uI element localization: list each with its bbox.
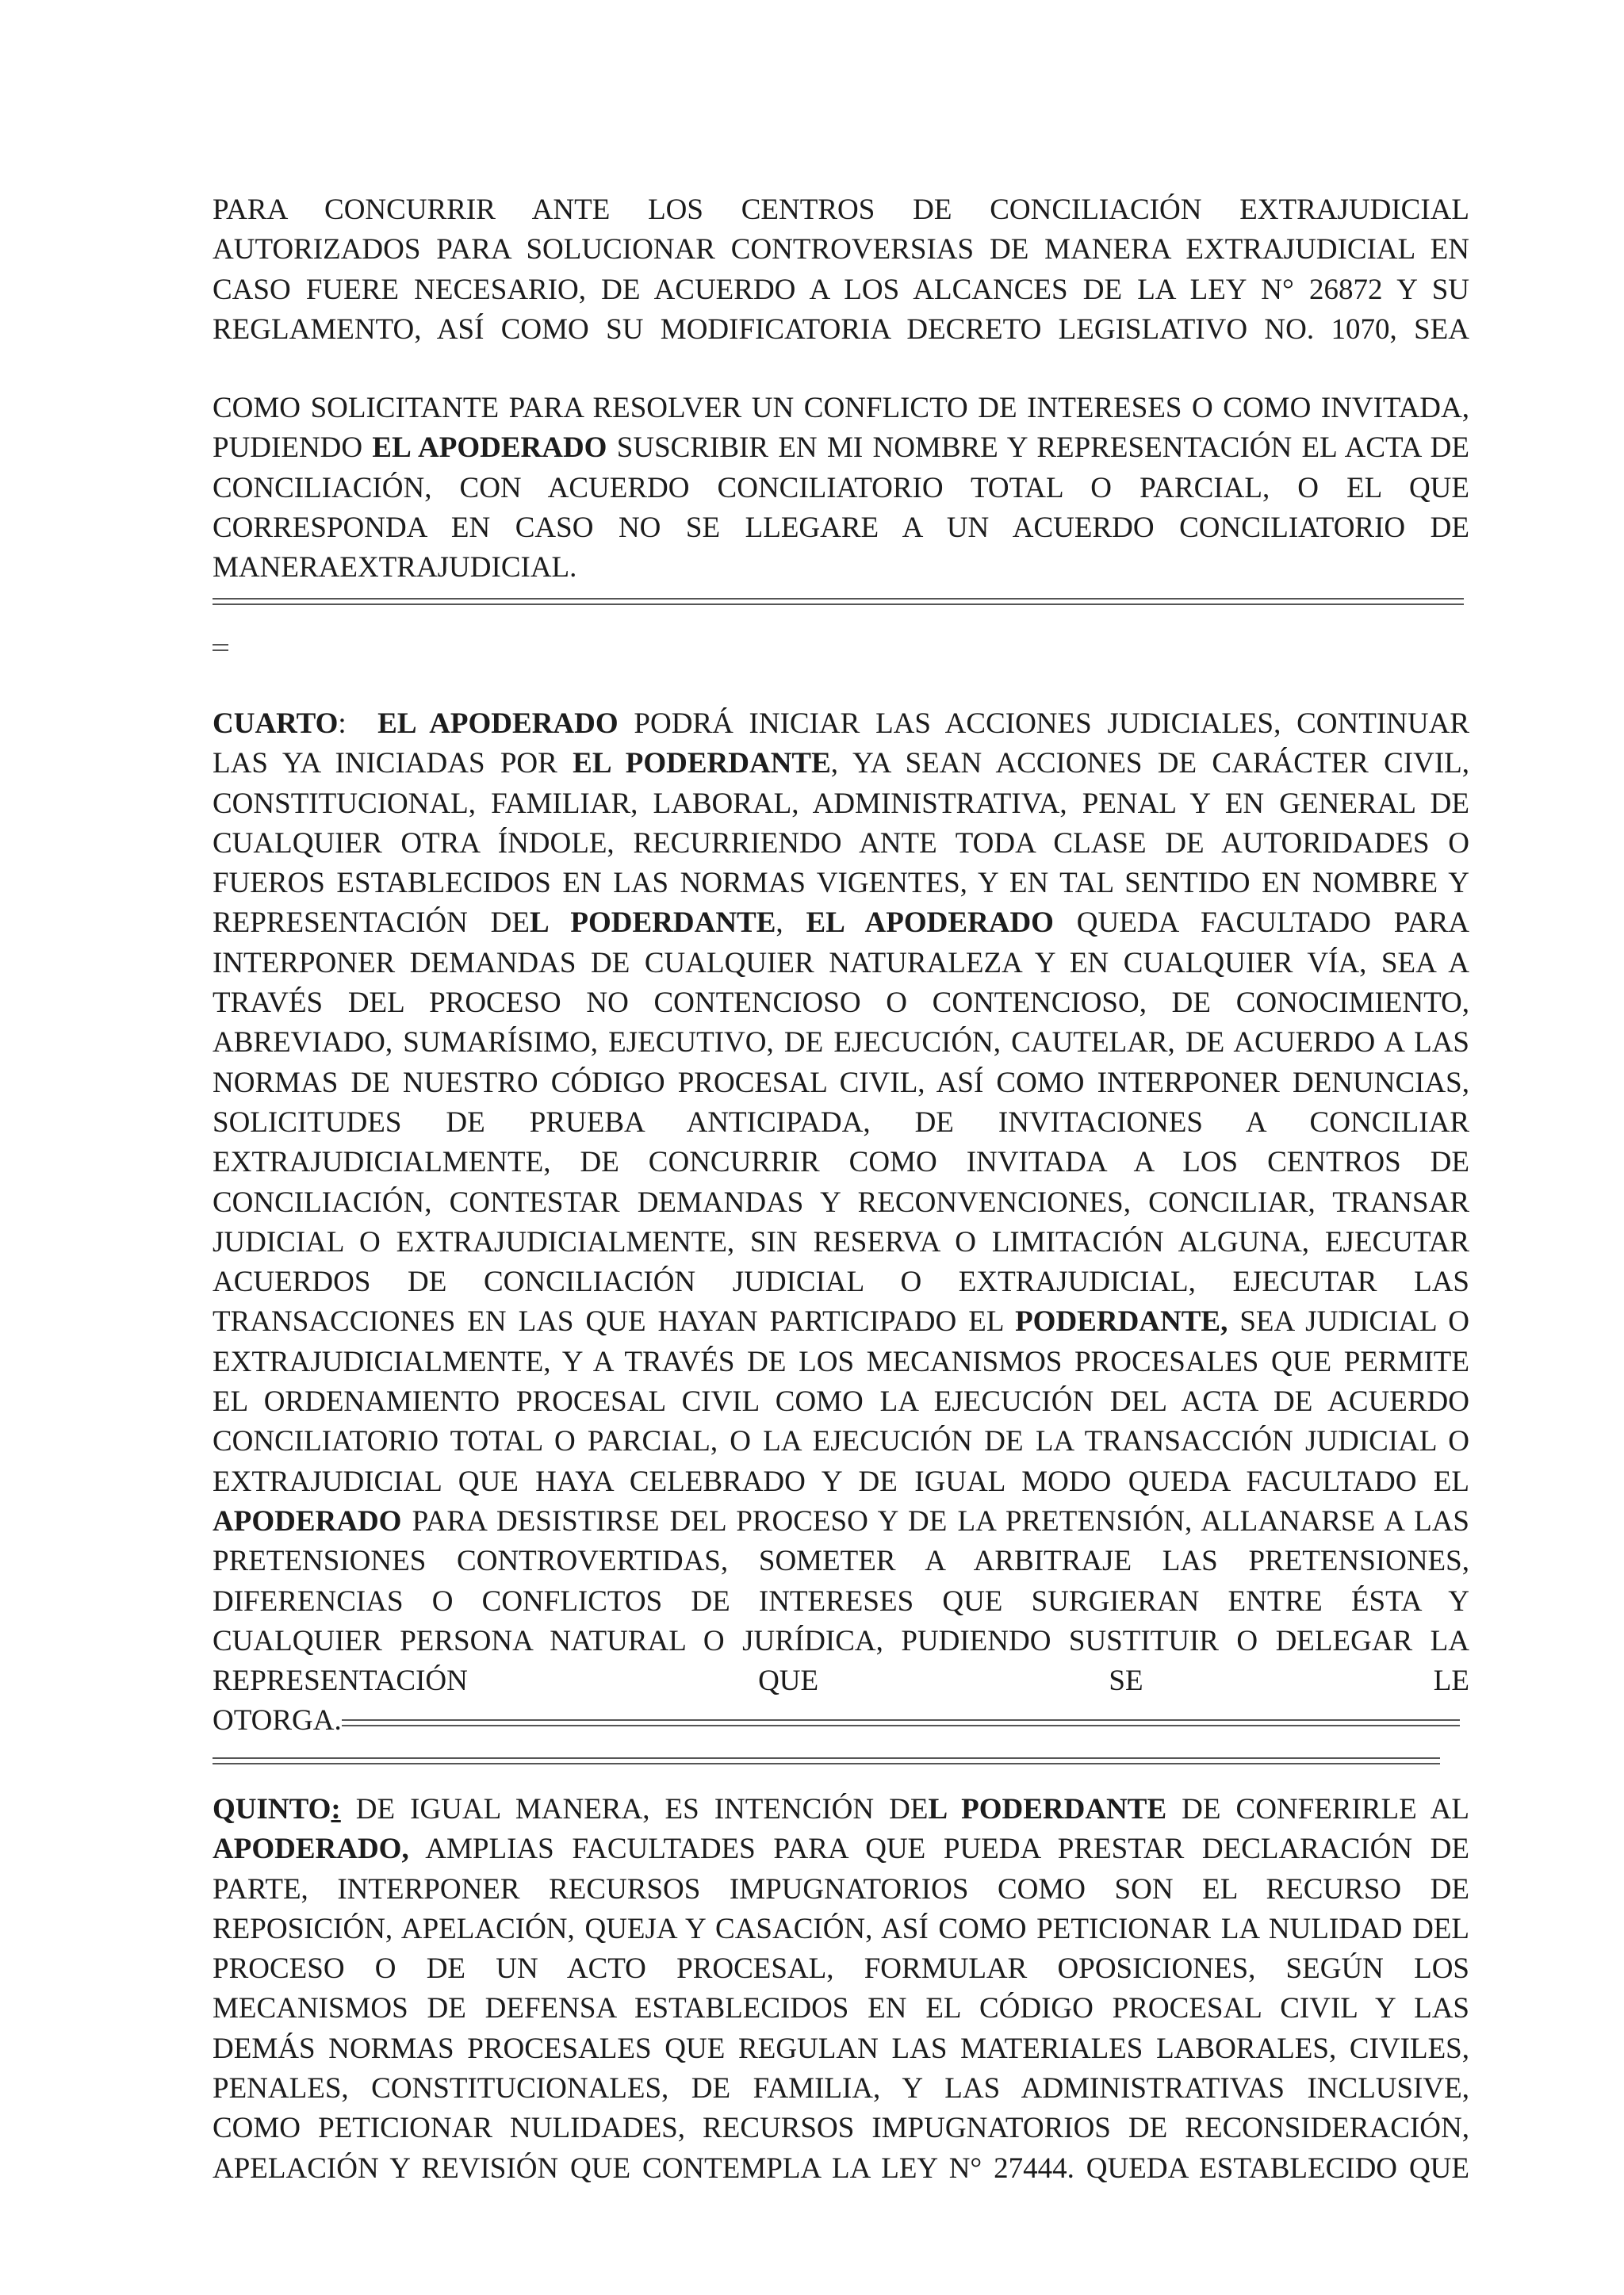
text-run: DE CONFERIRLE AL	[1166, 1793, 1470, 1826]
bold-term: EL PODERDANTE	[573, 747, 831, 780]
text-line	[213, 903, 1469, 943]
text-run: QUEDA FACULTADO PARA	[1053, 906, 1470, 940]
clause-cuarto	[213, 704, 1469, 1741]
text-line: SOLICITUDES DE PRUEBA ANTICIPADA, DE INVITACIONES A CONCILIAR	[213, 1105, 1469, 1139]
separator-rule	[213, 1757, 1440, 1764]
text-line	[213, 1302, 1469, 1342]
text-line: CONCILIACIÓN, CON ACUERDO CONCILIATORIO TOTAL O PARCIAL, O EL QUE	[213, 471, 1469, 504]
text-line: EXTRAJUDICIALMENTE, DE CONCURRIR COMO INVITADA A LOS CENTROS DE	[213, 1146, 1469, 1179]
text-line: PARTE, INTERPONER RECURSOS IMPUGNATORIOS COMO SON EL RECURSO DE	[213, 1872, 1469, 1906]
text-run: PODRÁ INICIAR LAS ACCIONES JUDICIALES, CONTINUAR	[618, 707, 1469, 740]
text-line: MANERAEXTRAJUDICIAL.	[213, 551, 577, 584]
text-line: DIFERENCIAS O CONFLICTOS DE INTERESES QUE SURGIERAN ENTRE ÉSTA Y	[213, 1584, 1469, 1618]
text-line: CUALQUIER PERSONA NATURAL O JURÍDICA, PUDIENDO SUSTITUIR O DELEGAR LA	[213, 1624, 1469, 1657]
text-line: APELACIÓN Y REVISIÓN QUE CONTEMPLA LA LEY N° 27444. QUEDA ESTABLECIDO QUE	[213, 2151, 1469, 2185]
text-line: AUTORIZADOS PARA SOLUCIONAR CONTROVERSIAS DE MANERA EXTRAJUDICIAL EN	[213, 233, 1469, 266]
text-line: INTERPONER DEMANDAS DE CUALQUIER NATURALEZA Y EN CUALQUIER VÍA, SEA A	[213, 946, 1469, 979]
text-line	[213, 1829, 1469, 1869]
text-line: PRETENSIONES CONTROVERTIDAS, SOMETER A ARBITRAJE LAS PRETENSIONES,	[213, 1545, 1469, 1578]
text-run: LAS YA INICIADAS POR	[213, 747, 573, 780]
paragraph-solicitante	[213, 389, 1469, 588]
text-line: EXTRAJUDICIAL QUE HAYA CELEBRADO Y DE IGUAL MODO QUEDA FACULTADO EL	[213, 1465, 1469, 1498]
text-line: JUDICIAL O EXTRAJUDICIALMENTE, SIN RESERVA O LIMITACIÓN ALGUNA, EJECUTAR	[213, 1225, 1469, 1259]
text-run: SUSCRIBIR EN MI NOMBRE Y REPRESENTACIÓN EL ACTA DE	[607, 431, 1469, 465]
separator-rule	[213, 598, 1464, 605]
clause-heading: QUINTO	[213, 1793, 331, 1826]
text-line: MECANISMOS DE DEFENSA ESTABLECIDOS EN EL CÓDIGO PROCESAL CIVIL Y LAS	[213, 1992, 1469, 2025]
text-line: PARA CONCURRIR ANTE LOS CENTROS DE CONCILIACIÓN EXTRAJUDICIAL	[213, 193, 1469, 226]
text-line: REPRESENTACIÓN QUE SE LE	[213, 1665, 1469, 1698]
clause-heading: CUARTO	[213, 707, 339, 740]
bold-term: PODERDANTE,	[1015, 1305, 1228, 1339]
text-line: CONSTITUCIONAL, FAMILIAR, LABORAL, ADMINISTRATIVA, PENAL Y EN GENERAL DE	[213, 787, 1469, 820]
text-line	[213, 1790, 1469, 1829]
bold-term: EL APODERADO	[806, 906, 1054, 940]
text-line: NORMAS DE NUESTRO CÓDIGO PROCESAL CIVIL, ASÍ COMO INTERPONER DENUNCIAS,	[213, 1066, 1469, 1099]
text-run: PUDIENDO	[213, 431, 373, 465]
text-line: PENALES, CONSTITUCIONALES, DE FAMILIA, Y LAS ADMINISTRATIVAS INCLUSIVE,	[213, 2072, 1469, 2105]
text-run: ,	[776, 906, 806, 940]
text-line: CASO FUERE NECESARIO, DE ACUERDO A LOS ALCANCES DE LA LEY N° 26872 Y SU	[213, 273, 1469, 306]
bold-term: APODERADO,	[213, 1833, 409, 1866]
text-line	[213, 1701, 1469, 1741]
bold-term: L PODERDANTE	[529, 906, 776, 940]
text-line: DEMÁS NORMAS PROCESALES QUE REGULAN LAS MATERIALES LABORALES, CIVILES,	[213, 2032, 1469, 2065]
text-line	[213, 704, 1469, 744]
text-run: PARA DESISTIRSE DEL PROCESO Y DE LA PRETENSIÓN, ALLANARSE A LAS	[401, 1504, 1469, 1538]
text-line: TRAVÉS DEL PROCESO NO CONTENCIOSO O CONTENCIOSO, DE CONOCIMIENTO,	[213, 987, 1469, 1020]
text-line: CUALQUIER OTRA ÍNDOLE, RECURRIENDO ANTE TODA CLASE DE AUTORIDADES O	[213, 826, 1469, 860]
text-line: ABREVIADO, SUMARÍSIMO, EJECUTIVO, DE EJECUCIÓN, CAUTELAR, DE ACUERDO A LAS	[213, 1026, 1469, 1059]
text-run: AMPLIAS FACULTADES PARA QUE PUEDA PRESTAR DECLARACIÓN DE	[408, 1833, 1469, 1866]
bold-term: L PODERDANTE	[928, 1793, 1167, 1826]
text-run: REPRESENTACIÓN DE	[213, 906, 530, 940]
text-line: CONCILIATORIO TOTAL O PARCIAL, O LA EJECUCIÓN DE LA TRANSACCIÓN JUDICIAL O	[213, 1425, 1469, 1458]
paragraph-conciliacion-centros	[213, 190, 1469, 350]
text-line: COMO PETICIONAR NULIDADES, RECURSOS IMPUGNATORIOS DE RECONSIDERACIÓN,	[213, 2112, 1469, 2145]
separator-rule-short	[213, 644, 228, 651]
text-line: PROCESO O DE UN ACTO PROCESAL, FORMULAR OPOSICIONES, SEGÚN LOS	[213, 1952, 1469, 1986]
text-line: CORRESPONDA EN CASO NO SE LLEGARE A UN ACUERDO CONCILIATORIO DE	[213, 511, 1469, 544]
text-line	[213, 744, 1469, 784]
text-run: DE IGUAL MANERA, ES INTENCIÓN DE	[340, 1793, 929, 1826]
text-line: FUEROS ESTABLECIDOS EN LAS NORMAS VIGENTES, Y EN TAL SENTIDO EN NOMBRE Y	[213, 867, 1469, 900]
text-run: SEA JUDICIAL O	[1228, 1305, 1469, 1339]
bold-term: EL APODERADO	[372, 431, 607, 465]
text-line: REGLAMENTO, ASÍ COMO SU MODIFICATORIA DECRETO LEGISLATIVO NO. 1070, SEA	[213, 312, 1469, 346]
text-run: :	[331, 1793, 341, 1826]
text-line: COMO SOLICITANTE PARA RESOLVER UN CONFLICTO DE INTERESES O COMO INVITADA,	[213, 392, 1469, 424]
bold-term: EL APODERADO	[377, 707, 619, 740]
text-line: EXTRAJUDICIALMENTE, Y A TRAVÉS DE LOS MECANISMOS PROCESALES QUE PERMITE	[213, 1345, 1469, 1378]
text-run: OTORGA.	[213, 1704, 342, 1738]
text-run: , YA SEAN ACCIONES DE CARÁCTER CIVIL,	[830, 747, 1469, 780]
text-run: :	[338, 707, 347, 740]
text-run: TRANSACCIONES EN LAS QUE HAYAN PARTICIPADO EL	[213, 1305, 1016, 1339]
text-line: EL ORDENAMIENTO PROCESAL CIVIL COMO LA EJECUCIÓN DEL ACTA DE ACUERDO	[213, 1385, 1469, 1419]
clause-quinto	[213, 1790, 1469, 2189]
separator-rule-inline	[342, 1719, 1460, 1726]
text-line	[213, 1502, 1469, 1542]
text-line: CONCILIACIÓN, CONTESTAR DEMANDAS Y RECONVENCIONES, CONCILIAR, TRANSAR	[213, 1186, 1469, 1219]
text-line: REPOSICIÓN, APELACIÓN, QUEJA Y CASACIÓN, ASÍ COMO PETICIONAR LA NULIDAD DEL	[213, 1912, 1469, 1945]
text-line	[213, 428, 1469, 468]
text-line: ACUERDOS DE CONCILIACIÓN JUDICIAL O EXTRAJUDICIAL, EJECUTAR LAS	[213, 1266, 1469, 1299]
bold-term: APODERADO	[213, 1504, 402, 1538]
